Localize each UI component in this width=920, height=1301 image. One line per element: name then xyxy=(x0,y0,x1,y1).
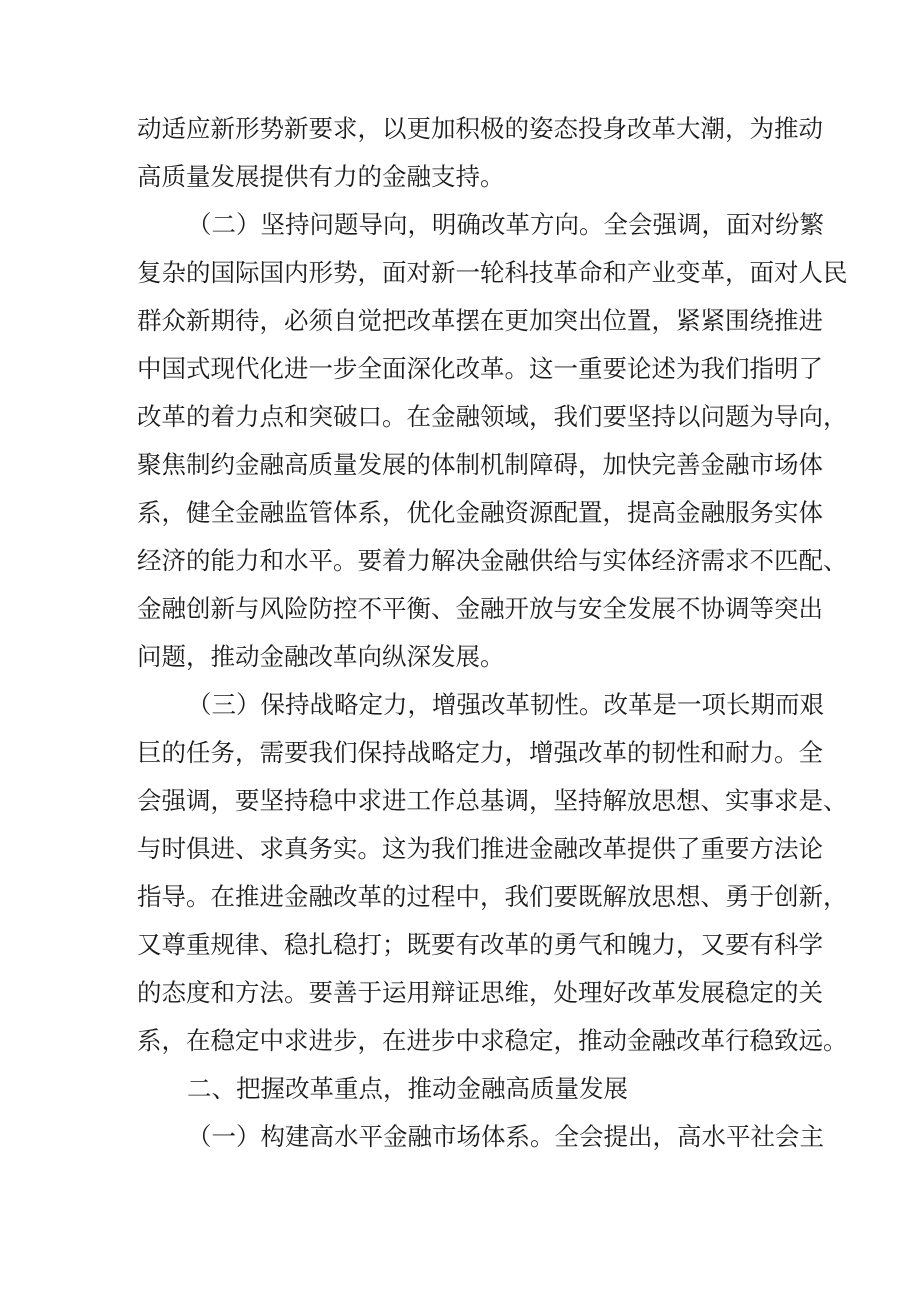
text-line: 与时俱进、求真务实。这为我们推进金融改革提供了重要方法论 xyxy=(137,834,823,863)
text-line: 问题，推动金融改革向纵深发展。 xyxy=(137,642,505,671)
text-line: 高质量发展提供有力的金融支持。 xyxy=(137,162,505,191)
text-line: 聚焦制约金融高质量发展的体制机制障碍，加快完善金融市场体 xyxy=(137,450,823,479)
text-line: 的态度和方法。要善于运用辩证思维，处理好改革发展稳定的关 xyxy=(137,978,823,1007)
text-line: 巨的任务，需要我们保持战略定力，增强改革的韧性和耐力。全 xyxy=(137,738,823,767)
text-line: 会强调，要坚持稳中求进工作总基调，坚持解放思想、实事求是、 xyxy=(137,786,848,815)
text-line: 动适应新形势新要求，以更加积极的姿态投身改革大潮，为推动 xyxy=(137,114,823,143)
text-line: 指导。在推进金融改革的过程中，我们要既解放思想、勇于创新， xyxy=(137,882,848,911)
text-line: 改革的着力点和突破口。在金融领域，我们要坚持以问题为导向， xyxy=(137,402,848,431)
text-line: 群众新期待，必须自觉把改革摆在更加突出位置，紧紧围绕推进 xyxy=(137,306,823,335)
text-line: 系，在稳定中求进步，在进步中求稳定，推动金融改革行稳致远。 xyxy=(137,1026,848,1055)
text-line: 又尊重规律、稳扎稳打；既要有改革的勇气和魄力，又要有科学 xyxy=(137,930,823,959)
paragraph-start-line: （二）坚持问题导向，明确改革方向。全会强调，面对纷繁 xyxy=(187,210,824,239)
text-line: 系，健全金融监管体系，优化金融资源配置，提高金融服务实体 xyxy=(137,498,823,527)
section-heading: 二、把握改革重点，推动金融高质量发展 xyxy=(187,1074,628,1103)
text-line: 复杂的国际国内形势，面对新一轮科技革命和产业变革，面对人民 xyxy=(137,258,848,287)
text-line: 金融创新与风险防控不平衡、金融开放与安全发展不协调等突出 xyxy=(137,594,823,623)
text-line: 经济的能力和水平。要着力解决金融供给与实体经济需求不匹配、 xyxy=(137,546,848,575)
text-line: 中国式现代化进一步全面深化改革。这一重要论述为我们指明了 xyxy=(137,354,823,383)
paragraph-start-line: （一）构建高水平金融市场体系。全会提出，高水平社会主 xyxy=(187,1122,824,1151)
paragraph-start-line: （三）保持战略定力，增强改革韧性。改革是一项长期而艰 xyxy=(187,690,824,719)
